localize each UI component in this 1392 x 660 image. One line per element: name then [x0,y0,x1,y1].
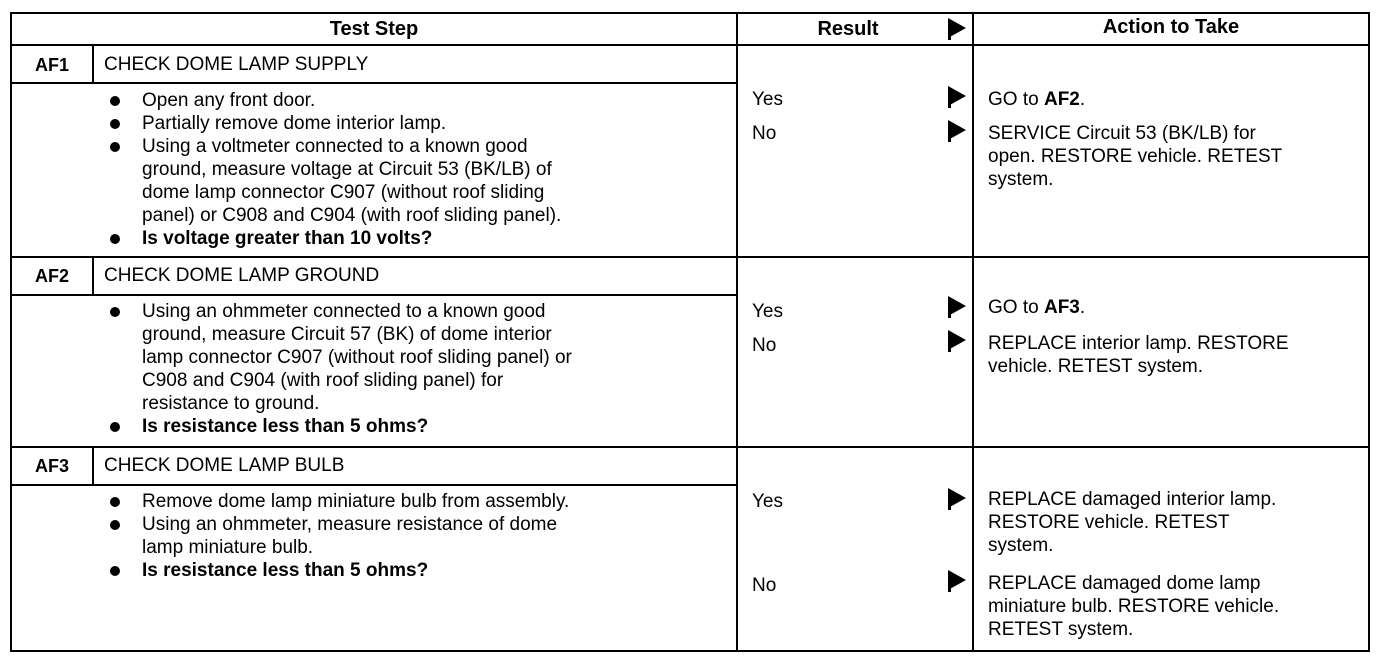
list-item: Partially remove dome interior lamp. [104,112,561,135]
step-id: AF1 [34,55,69,75]
result-no: No [752,575,777,596]
bullet-line: dome lamp connector C907 (without roof sliding [142,182,545,203]
action-text: . [1079,297,1086,318]
table-left-border [10,12,12,652]
af3-title-underline [10,484,738,486]
bullet-line: ground, measure Circuit 57 (BK) of dome interior [142,324,552,345]
af1-id-divider [92,44,94,84]
test-step-column-divider [736,12,738,652]
action-line: vehicle. RETEST system. [988,356,1204,377]
action-yes [988,488,1276,557]
row-divider-af1-af2 [10,256,1370,258]
list-item [104,135,561,227]
arrow-icon [948,296,966,316]
action-step-ref: AF2 [1043,89,1080,110]
bullet-line: C908 and C904 (with roof sliding panel) for [142,370,504,391]
header-action: Action to Take [1102,16,1240,38]
action-line: open. RESTORE vehicle. RETEST [988,146,1283,167]
step-question: Is voltage greater than 10 volts? [104,227,561,250]
bullet-line: Using an ohmmeter connected to a known good [142,301,546,322]
arrow-icon [948,86,966,106]
action-line: system. [988,169,1054,190]
action-line: miniature bulb. RESTORE vehicle. [988,596,1280,617]
list-item: Remove dome lamp miniature bulb from assembly. [104,490,569,513]
row-divider-af2-af3 [10,446,1370,448]
action-line: SERVICE Circuit 53 (BK/LB) for [988,123,1256,144]
list-item: Open any front door. [104,89,561,112]
af2-id-divider [92,256,94,296]
action-text: GO to [988,297,1044,318]
header-test-step: Test Step [329,18,419,40]
step-question: Is resistance less than 5 ohms? [104,415,572,438]
af2-title-underline [10,294,738,296]
step-bullets [104,89,561,250]
arrow-icon [948,488,966,508]
bullet-line: panel) or C908 and C904 (with roof sliding panel). [142,205,562,226]
step-title: CHECK DOME LAMP BULB [104,455,345,476]
bullet-line: Using a voltmeter connected to a known good [142,136,528,157]
action-yes [988,296,1085,319]
result-yes: Yes [752,301,783,322]
header-bottom-border [10,44,1370,46]
action-no [988,332,1289,378]
bullet-line: Using an ohmmeter, measure resistance of dome [142,514,558,535]
header-arrow-icon [948,18,966,38]
bullet-line: lamp connector C907 (without roof sliding panel) or [142,347,572,368]
step-bullets [104,300,572,438]
bullet-line: lamp miniature bulb. [142,537,314,558]
action-line: REPLACE damaged dome lamp [988,573,1261,594]
result-no: No [752,335,777,356]
list-item [104,300,572,415]
bullet-line: resistance to ground. [142,393,320,414]
step-bullets [104,490,569,582]
table-right-border [1368,12,1370,652]
header-result: Result [817,18,879,40]
action-no [988,122,1282,191]
step-question: Is resistance less than 5 ohms? [104,559,569,582]
result-no: No [752,123,777,144]
step-title: CHECK DOME LAMP GROUND [104,265,380,286]
step-id: AF2 [34,266,69,286]
arrow-icon [948,570,966,590]
bullet-line: ground, measure voltage at Circuit 53 (BK/LB) of [142,159,552,180]
af1-title-underline [10,82,738,84]
table-bottom-border [10,650,1370,652]
list-item [104,513,569,559]
af3-id-divider [92,446,94,486]
action-no [988,572,1279,641]
result-yes: Yes [752,491,783,512]
action-line: system. [988,535,1054,556]
action-text: . [1079,89,1086,110]
result-column-divider [972,12,974,652]
action-yes [988,88,1085,111]
action-line: RETEST system. [988,619,1134,640]
action-line: REPLACE interior lamp. RESTORE [988,333,1289,354]
action-text: GO to [988,89,1044,110]
step-id: AF3 [34,456,69,476]
action-line: RESTORE vehicle. RETEST [988,512,1230,533]
action-step-ref: AF3 [1043,297,1080,318]
result-yes: Yes [752,89,783,110]
arrow-icon [948,330,966,350]
step-title: CHECK DOME LAMP SUPPLY [104,54,369,75]
arrow-icon [948,120,966,140]
action-line: REPLACE damaged interior lamp. [988,489,1277,510]
